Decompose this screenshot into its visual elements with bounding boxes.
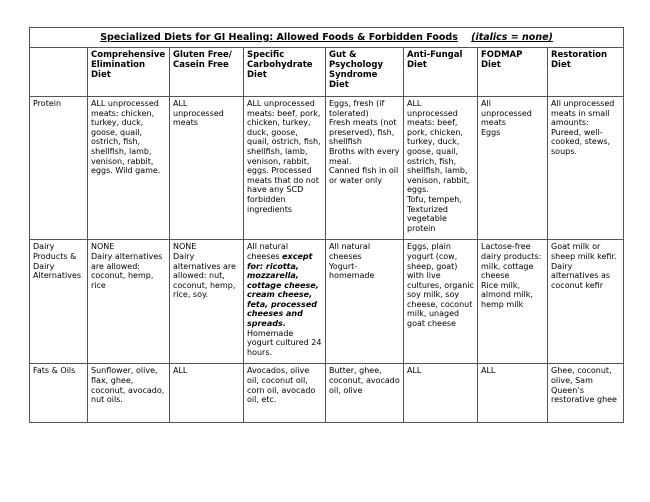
cell-dairy-gfcf xyxy=(170,240,244,364)
cell-fats-fodmap: ALL xyxy=(478,364,548,423)
cell-protein-ced: ALL unprocessed meats: chicken, turkey, duck, goose, quail, ostrich, fish, shellfish, lamb, venison, rabbit, eggs. Wild game. xyxy=(88,97,170,240)
cell-line: Tofu, tempeh, Texturized vegetable protein xyxy=(407,194,462,233)
cell-dairy-fodmap xyxy=(478,240,548,364)
cell-protein-gfcf: ALL unprocessed meats xyxy=(170,97,244,240)
header-gfcf: Gluten Free/ Casein Free xyxy=(170,48,244,97)
cell-line: Homemade yogurt cultured 24 hours. xyxy=(247,328,322,357)
row-dairy xyxy=(30,240,624,364)
cell-line: NONE xyxy=(173,242,197,252)
cell-protein-restoration: All unprocessed meats in small amounts: Pureed, well-cooked, stews, soups. xyxy=(548,97,624,240)
cell-dairy-gaps xyxy=(326,240,404,364)
cell-fats-gfcf: ALL xyxy=(170,364,244,423)
cell-fats-restoration: Ghee, coconut, olive, Sam Queen’s restorative ghee xyxy=(548,364,624,423)
cell-line: Fresh meats (not preserved), fish, shellfish xyxy=(329,118,397,147)
cell-line: Eggs xyxy=(481,127,501,137)
cell-text: All natural cheeses xyxy=(247,242,289,261)
cell-dairy-restoration xyxy=(548,240,624,364)
cell-line: Lactose-free dairy products: milk, cottage cheese xyxy=(481,242,542,281)
cell-line: Rice milk, almond milk, hemp milk xyxy=(481,280,533,309)
cell-line: ALL unprocessed meats: beef, pork, chicken, turkey, duck, goose, quail, ostrich, fish, shellfish, lamb, venison, rabbit, eggs. xyxy=(407,99,470,195)
cell-protein-scd: ALL unprocessed meats: beef, pork, chicken, turkey, duck, goose, quail, ostrich, fish, shellfish, lamb, venison, rabbit, eggs. Processed meats that do not have any SCD forbidden ingredients xyxy=(244,97,326,240)
cell-line: Yogurt-homemade xyxy=(329,261,375,281)
cell-line: Eggs, fresh (if tolerated) xyxy=(329,99,385,118)
cell-emphasis: except for: ricotta, mozzarella, cottage cheese, cream cheese, feta, processed cheeses and spreads. xyxy=(247,251,319,329)
row-label-protein: Protein xyxy=(30,97,88,240)
title-main: Specialized Diets for GI Healing: Allowed Foods & Forbidden Foods xyxy=(100,32,458,44)
cell-line: Goat milk or sheep milk kefir. xyxy=(551,242,617,261)
cell-line: All unprocessed meats xyxy=(481,99,532,128)
diet-table xyxy=(29,27,624,423)
row-fats xyxy=(30,364,624,423)
cell-fats-ced: Sunflower, olive, flax, ghee, coconut, avocado, nut oils. xyxy=(88,364,170,423)
cell-dairy-ced xyxy=(88,240,170,364)
cell-line: Dairy alternatives are allowed: coconut, hemp, rice xyxy=(91,251,163,290)
header-gaps: Gut & Psychology Syndrome Diet xyxy=(326,48,404,97)
cell-line: All natural cheeses xyxy=(329,242,371,261)
row-protein xyxy=(30,97,624,240)
cell-protein-fodmap xyxy=(478,97,548,240)
cell-dairy-scd xyxy=(244,240,326,364)
header-restoration: Restoration Diet xyxy=(548,48,624,97)
header-antifungal: Anti-Fungal Diet xyxy=(404,48,478,97)
cell-line: NONE xyxy=(91,242,115,252)
row-label-dairy: Dairy Products & Dairy Alternatives xyxy=(30,240,88,364)
cell-fats-antifungal: ALL xyxy=(404,364,478,423)
title-note: (italics = none) xyxy=(471,32,553,44)
cell-protein-gaps xyxy=(326,97,404,240)
row-label-fats: Fats & Oils xyxy=(30,364,88,423)
header-fodmap: FODMAP Diet xyxy=(478,48,548,97)
cell-line: Broths with every meal. xyxy=(329,146,400,166)
table-title xyxy=(30,28,624,48)
header-ced: Comprehensive Elimination Diet xyxy=(88,48,170,97)
cell-fats-scd: Avocados, olive oil, coconut oil, corn oil, avocado oil, etc. xyxy=(244,364,326,423)
title-row xyxy=(30,28,624,48)
header-row xyxy=(30,48,624,97)
cell-line: Dairy alternatives are allowed: nut, coconut, hemp, rice, soy. xyxy=(173,251,236,300)
cell-dairy-antifungal: Eggs, plain yogurt (cow, sheep, goat) with live cultures, organic soy milk, soy cheese, coconut milk, unaged goat cheese xyxy=(404,240,478,364)
header-empty xyxy=(30,48,88,97)
header-scd: Specific Carbohydrate Diet xyxy=(244,48,326,97)
cell-protein-antifungal xyxy=(404,97,478,240)
cell-fats-gaps: Butter, ghee, coconut, avocado oil, olive xyxy=(326,364,404,423)
cell-line: Dairy alternatives as coconut kefir xyxy=(551,261,611,290)
cell-line: Canned fish in oil or water only xyxy=(329,166,399,185)
